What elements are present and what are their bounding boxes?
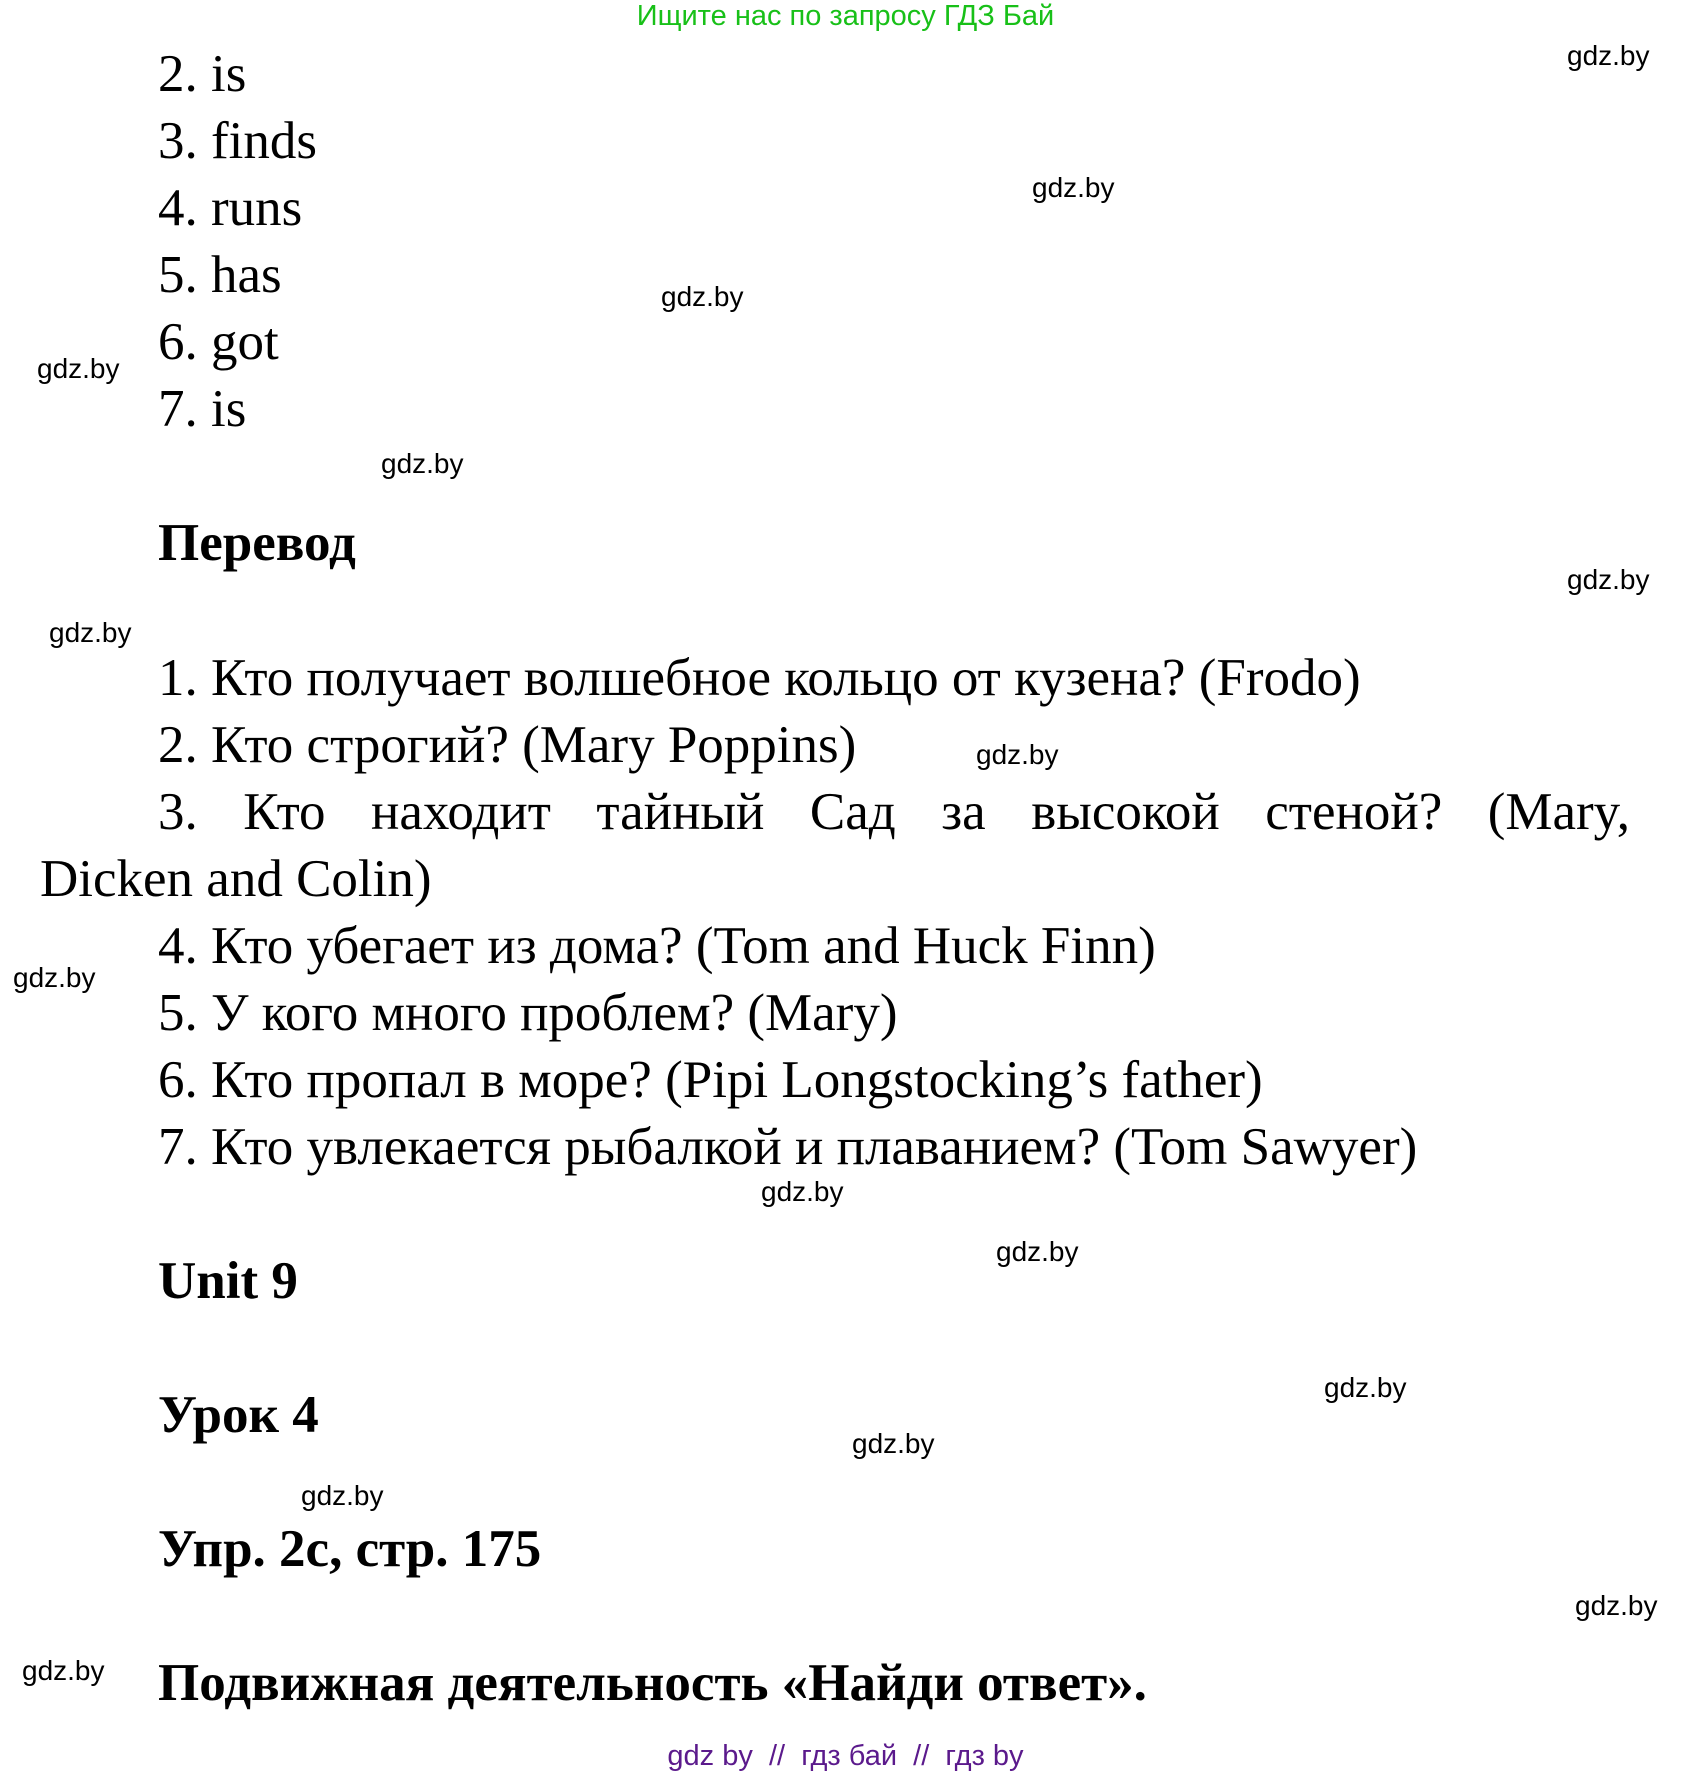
watermark: gdz.by	[13, 962, 96, 993]
promo-banner[interactable]: Ищите нас по запросу ГДЗ Бай	[636, 0, 1055, 32]
translation-heading: Перевод	[158, 514, 356, 572]
translation-item: 2. Кто строгий? (Mary Poppins)	[158, 716, 857, 774]
translation-item: 6. Кто пропал в море? (Pipi Longstocking’s father)	[158, 1051, 1263, 1109]
watermark: gdz.by	[22, 1655, 105, 1686]
answer-item: 6. got	[158, 313, 279, 371]
translation-item-continuation: Dicken and Colin)	[40, 850, 432, 908]
watermark: gdz.by	[37, 353, 120, 384]
activity-heading: Подвижная деятельность «Найди ответ».	[158, 1654, 1147, 1712]
watermark: gdz.by	[661, 281, 744, 312]
translation-item: 4. Кто убегает из дома? (Tom and Huck Finn)	[158, 917, 1156, 975]
watermark: gdz.by	[1575, 1590, 1658, 1621]
answer-item: 3. finds	[158, 112, 317, 170]
watermark: gdz.by	[301, 1480, 384, 1511]
exercise-heading: Упр. 2c, стр. 175	[158, 1520, 542, 1578]
translation-item: 1. Кто получает волшебное кольцо от кузена? (Frodo)	[158, 649, 1361, 707]
translation-item: 3. Кто находит тайный Сад за высокой стеной? (Mary,	[158, 783, 1630, 841]
answer-item: 7. is	[158, 380, 247, 438]
unit-heading: Unit 9	[158, 1252, 298, 1310]
watermark: gdz.by	[1567, 564, 1650, 595]
watermark: gdz.by	[761, 1176, 844, 1207]
translation-item: 7. Кто увлекается рыбалкой и плаванием? (Tom Sawyer)	[158, 1118, 1418, 1176]
watermark: gdz.by	[1032, 172, 1115, 203]
watermark: gdz.by	[976, 739, 1059, 770]
watermark: gdz.by	[996, 1236, 1079, 1267]
answer-item: 5. has	[158, 246, 282, 304]
translation-item: 5. У кого много проблем? (Mary)	[158, 984, 898, 1042]
watermark: gdz.by	[49, 617, 132, 648]
answer-item: 2. is	[158, 45, 247, 103]
answer-item: 4. runs	[158, 179, 303, 237]
watermark: gdz.by	[381, 448, 464, 479]
watermark: gdz.by	[1567, 40, 1650, 71]
footer-links[interactable]: gdz by // гдз бай // гдз by	[667, 1740, 1024, 1772]
lesson-heading: Урок 4	[158, 1386, 319, 1444]
watermark: gdz.by	[1324, 1372, 1407, 1403]
watermark: gdz.by	[852, 1428, 935, 1459]
